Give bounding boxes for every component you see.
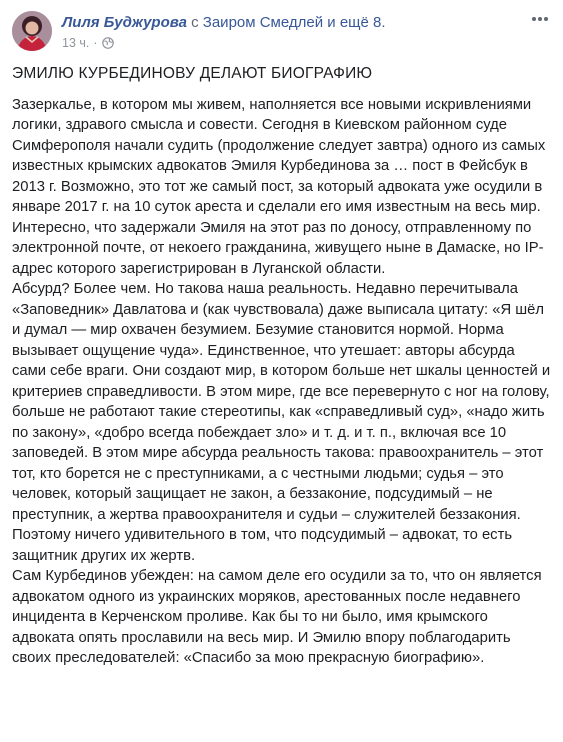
author-line [62, 14, 386, 31]
post-paragraph: Абсурд? Более чем. Но такова наша реальность. Недавно перечитывала «Заповедник» Давлатова и (как чувствовала) даже выписала цитату: «Я шёл и думал — мир охвачен безумием. Безумие становится нормой. Норма вызывает ощущение чуда». Единственное, что утешает: авторы абсурда сами себе враги. Они создают мир, в котором больше нет шкалы ценностей и критериев справедливости. В этом мире, где все перевернуто с ног на голову, больше не работают такие стереотипы, как «справедливый суд», «надо жить по закону», «добро всегда побеждает зло» и т. д. и т. п., включая все 10 заповедей. В этом мире абсурда реальность такова: правоохранитель – этот тот, кто борется не с преступниками, а с честными людьми; судья – это человек, который защищает не закон, а беззаконие, подсудимый – не преступник, а жертва правоохранителя и судьи – служителей беззакония. Поэтому ничего удивительного в том, что подсудимый – адвокат, то есть защитник других их жертв. [12, 281, 551, 564]
more-options-button[interactable] [528, 11, 552, 31]
post-meta [62, 36, 114, 50]
post-timestamp[interactable]: 13 ч. [62, 36, 90, 50]
post-header [12, 11, 552, 55]
with-prefix: с [191, 14, 199, 31]
post-title: ЭМИЛЮ КУРБЕДИНОВУ ДЕЛАЮТ БИОГРАФИЮ [12, 65, 373, 82]
author-avatar[interactable] [12, 11, 52, 51]
post-paragraph: Сам Курбединов убежден: на самом деле его осудили за то, что он является адвокатом одного из украинских моряков, арестованных после недавнего инцидента в Керченском проливе. Как бы то ни было, имя крымского адвоката опять прославили на весь мир. И Эмилю впору поблагодарить своих преследователей: «Спасибо за мою прекрасную биографию». [12, 568, 542, 666]
post-body [12, 64, 552, 669]
more-options-icon [528, 11, 552, 31]
tagged-people-link[interactable]: Заиром Смедлей и ещё 8. [202, 14, 386, 31]
author-name-link[interactable]: Лиля Буджурова [62, 14, 187, 31]
post-paragraph: Зазеркалье, в котором мы живем, наполняется все новыми искривлениями логики, здравого смысла и совести. Сегодня в Киевском районном суде Симферополя начали судить (продолжение следует завтра) одного из самых известных крымских адвокатов Эмиля Курбединова за … пост в Фейсбук в 2013 г. Возможно, это тот же самый пост, за который адвоката уже осудили в январе 2017 г. на 10 суток ареста и сделали его имя известным на весь мир. Интересно, что задержали Эмиля на этот раз по доносу, отправленному по электронной почте, от некоего гражданина, живущего ныне в Дамаске, но IP-адрес которого зарегистрирован в Луганской области. [12, 96, 546, 277]
globe-icon[interactable] [102, 37, 114, 49]
meta-separator: · [93, 36, 98, 50]
